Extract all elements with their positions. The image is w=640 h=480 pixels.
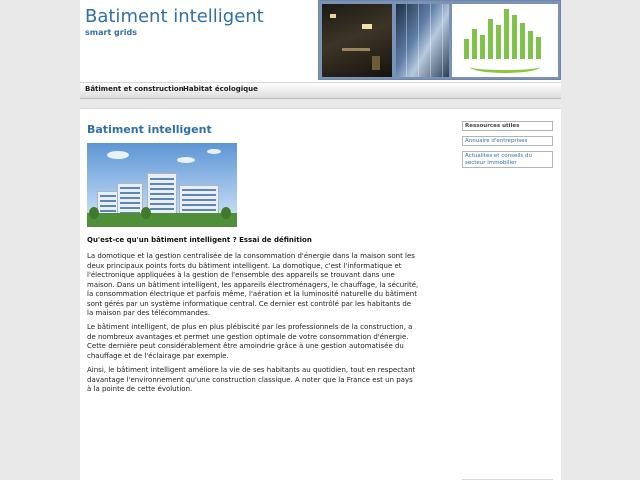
site-title[interactable]: Batiment intelligent bbox=[85, 6, 264, 27]
sidebar-link-actualites[interactable] bbox=[462, 151, 553, 168]
paragraph-2 bbox=[87, 323, 447, 361]
paragraph-line: maison. Dans un bâtiment intelligent, les appareils électroménagers, le chauffage, la sécurité, bbox=[87, 280, 419, 289]
banner-image-night-building bbox=[322, 4, 392, 77]
paragraph-line: l'électronique appliquées à la gestion de l'ensemble des appareils se trouvant dans une bbox=[87, 271, 395, 279]
paragraph-line: deux principaux points forts du bâtiment intelligent. La domotique, c'est l'informatique et bbox=[87, 261, 402, 270]
content-area bbox=[80, 108, 561, 480]
sidebar-link-annuaire[interactable] bbox=[462, 136, 553, 146]
main-nav bbox=[80, 82, 561, 99]
sidebar-title: Ressources utiles bbox=[465, 123, 520, 129]
paragraph-line: davantage l'environnement qu'une construction classique. A noter que la France est un pays bbox=[87, 375, 413, 384]
paragraph-line: Cette dernière peut considérablement être amoindrie grâce à une gestion automatisée du bbox=[87, 342, 404, 350]
site-header bbox=[80, 0, 561, 82]
paragraph-line: Ainsi, le bâtiment intelligent améliore la vie de ses habitants au quotidien, tout en respectant bbox=[87, 366, 416, 374]
article-image-modern-buildings bbox=[87, 143, 237, 227]
site-tagline: smart grids bbox=[85, 28, 137, 37]
banner-image-green-city bbox=[452, 4, 558, 77]
paragraph-line: de nombreux avantages et permet une gestion optimale de votre consommation d'énergie. bbox=[87, 332, 409, 341]
nav-item-batiment-construction[interactable]: Bâtiment et construction bbox=[85, 85, 184, 93]
paragraph-1 bbox=[87, 252, 447, 319]
nav-item-habitat-ecologique[interactable]: Habitat écologique bbox=[183, 85, 258, 93]
paragraph-line: sont gérés par un système informatique central. Ce dernier est contrôlé par les habitants de bbox=[87, 299, 412, 308]
paragraph-line: la consommation électrique et parfois même, l'aération et la luminosité naturelle du bâtiment bbox=[87, 290, 417, 298]
paragraph-line: à la pointe de cette évolution. bbox=[87, 385, 193, 393]
paragraph-line: La domotique et la gestion centralisée de la consommation d'énergie dans la maison sont les bbox=[87, 252, 415, 260]
page bbox=[80, 0, 561, 480]
paragraph-line: chauffage et de l'éclairage par exemple. bbox=[87, 351, 229, 360]
section-heading: Qu'est-ce qu'un bâtiment intelligent ? Essai de définition bbox=[87, 236, 312, 244]
sidebar-link-label[interactable]: secteur immobilier bbox=[465, 160, 517, 166]
sidebar-link-label[interactable]: Actualités et conseils du bbox=[465, 153, 532, 159]
header-banner bbox=[318, 0, 561, 80]
paragraph-3 bbox=[87, 366, 447, 395]
sidebar-title-box bbox=[462, 121, 553, 131]
paragraph-line: Le bâtiment intelligent, de plus en plus plébiscité par les professionnels de la construction, a bbox=[87, 323, 413, 331]
sidebar-link-label[interactable]: Annuaire d'entreprises bbox=[465, 138, 528, 144]
banner-image-glass-facade bbox=[396, 4, 449, 77]
paragraph-line: la maison par des télécommandes. bbox=[87, 309, 210, 317]
article-title: Batiment intelligent bbox=[87, 123, 212, 136]
